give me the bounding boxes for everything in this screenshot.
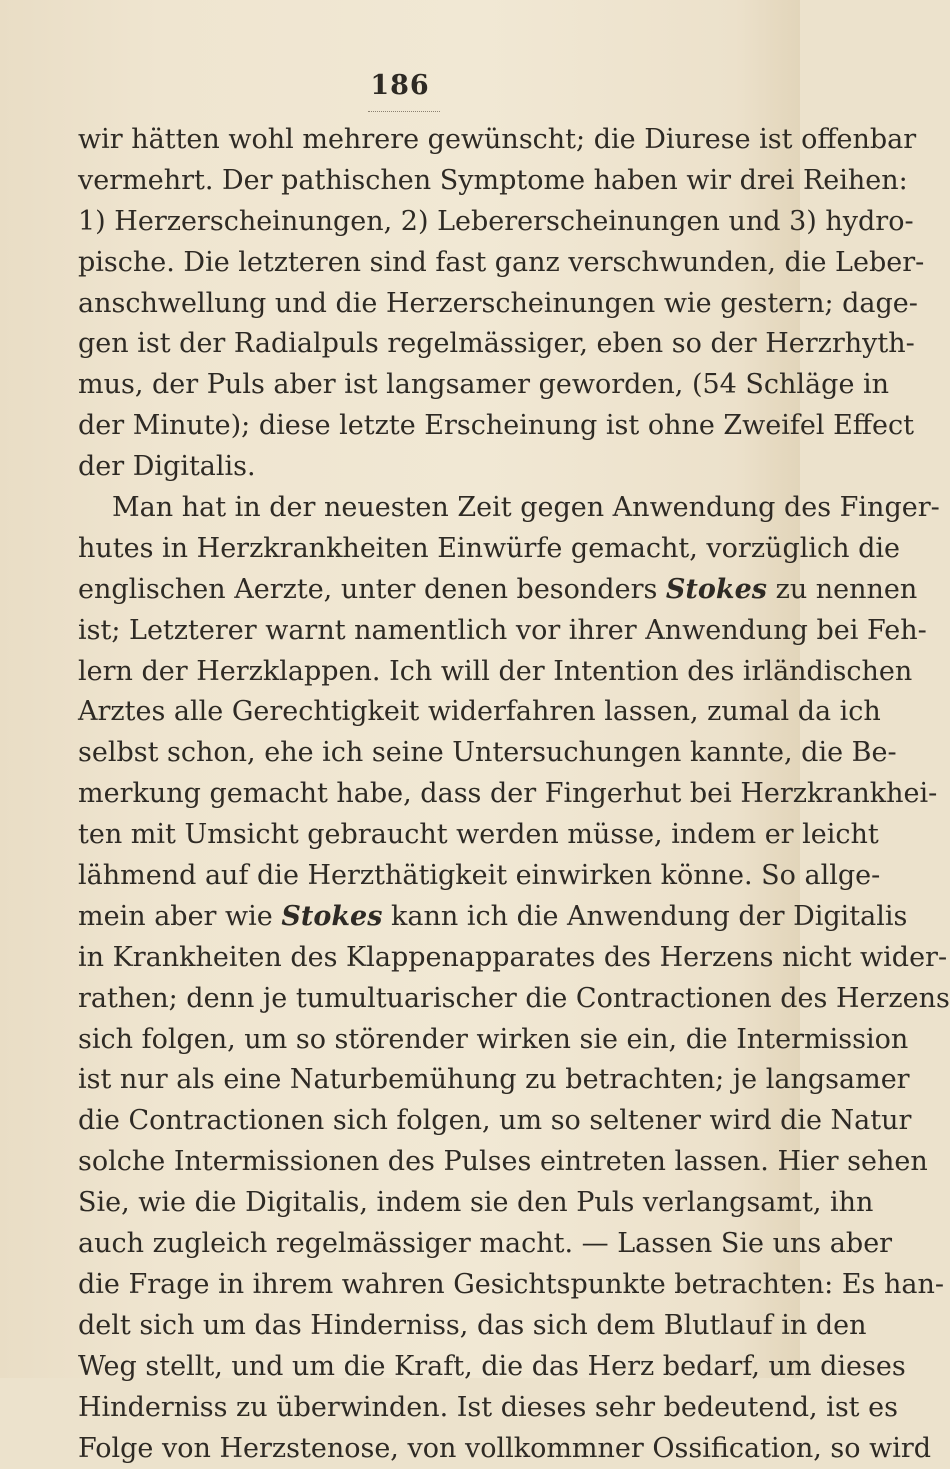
text-line: Folge von Herzstenose, von vollkommner Ossification, so wird <box>78 1429 772 1469</box>
text-line-paragraph-end: der Digitalis. <box>78 447 772 488</box>
page-number-rule <box>368 111 440 112</box>
text-line: Hinderniss zu überwinden. Ist dieses sehr bedeutend, ist es <box>78 1388 772 1429</box>
text-line: in Krankheiten des Klappenapparates des Herzens nicht wider- <box>78 938 772 979</box>
text-line: lähmend auf die Herzthätigkeit einwirken könne. So allge- <box>78 856 772 897</box>
text-line-paragraph-start: Man hat in der neuesten Zeit gegen Anwendung des Finger- <box>78 488 772 529</box>
text-line: Weg stellt, und um die Kraft, die das Herz bedarf, um dieses <box>78 1347 772 1388</box>
text-line: hutes in Herzkrankheiten Einwürfe gemacht, vorzüglich die <box>78 529 772 570</box>
text-line: rathen; denn je tumultuarischer die Contractionen des Herzens <box>78 979 772 1020</box>
text-line: 1) Herzerscheinungen, 2) Lebererscheinungen und 3) hydro- <box>78 202 772 243</box>
page-number: 186 <box>360 70 440 101</box>
text-line: der Minute); diese letzte Erscheinung ist ohne Zweifel Effect <box>78 406 772 447</box>
author-name-stokes: Stokes <box>281 901 382 932</box>
author-name-stokes: Stokes <box>666 574 767 605</box>
text-line: anschwellung und die Herzerscheinungen wie gestern; dage- <box>78 284 772 325</box>
text-line <box>78 570 772 611</box>
text-segment: mein aber wie <box>78 901 273 932</box>
text-segment: englischen Aerzte, unter denen besonders <box>78 574 657 605</box>
text-line: die Contractionen sich folgen, um so seltener wird die Natur <box>78 1101 772 1142</box>
text-segment: zu nennen <box>776 574 918 605</box>
text-line: pische. Die letzteren sind fast ganz verschwunden, die Leber- <box>78 243 772 284</box>
text-line: Arztes alle Gerechtigkeit widerfahren lassen, zumal da ich <box>78 692 772 733</box>
text-line: ist; Letzterer warnt namentlich vor ihrer Anwendung bei Feh- <box>78 611 772 652</box>
text-line: solche Intermissionen des Pulses eintreten lassen. Hier sehen <box>78 1142 772 1183</box>
text-line: Sie, wie die Digitalis, indem sie den Puls verlangsamt, ihn <box>78 1183 772 1224</box>
text-line: merkung gemacht habe, dass der Fingerhut bei Herzkrankhei- <box>78 774 772 815</box>
text-line: wir hätten wohl mehrere gewünscht; die Diurese ist offenbar <box>78 120 772 161</box>
text-line: vermehrt. Der pathischen Symptome haben wir drei Reihen: <box>78 161 772 202</box>
text-line: ist nur als eine Naturbemühung zu betrachten; je langsamer <box>78 1060 772 1101</box>
text-line: sich folgen, um so störender wirken sie ein, die Intermission <box>78 1020 772 1061</box>
text-segment: kann ich die Anwendung der Digitalis <box>391 901 907 932</box>
text-line: delt sich um das Hinderniss, das sich dem Blutlauf in den <box>78 1306 772 1347</box>
text-line: die Frage in ihrem wahren Gesichtspunkte betrachten: Es han- <box>78 1265 772 1306</box>
text-line: auch zugleich regelmässiger macht. — Lassen Sie uns aber <box>78 1224 772 1265</box>
text-line: mus, der Puls aber ist langsamer geworden, (54 Schläge in <box>78 365 772 406</box>
body-text <box>78 120 772 1469</box>
text-line <box>78 897 772 938</box>
text-line: lern der Herzklappen. Ich will der Intention des irländischen <box>78 652 772 693</box>
text-line: selbst schon, ehe ich seine Untersuchungen kannte, die Be- <box>78 733 772 774</box>
text-line: gen ist der Radialpuls regelmässiger, eben so der Herzrhyth- <box>78 324 772 365</box>
text-line: ten mit Umsicht gebraucht werden müsse, indem er leicht <box>78 815 772 856</box>
